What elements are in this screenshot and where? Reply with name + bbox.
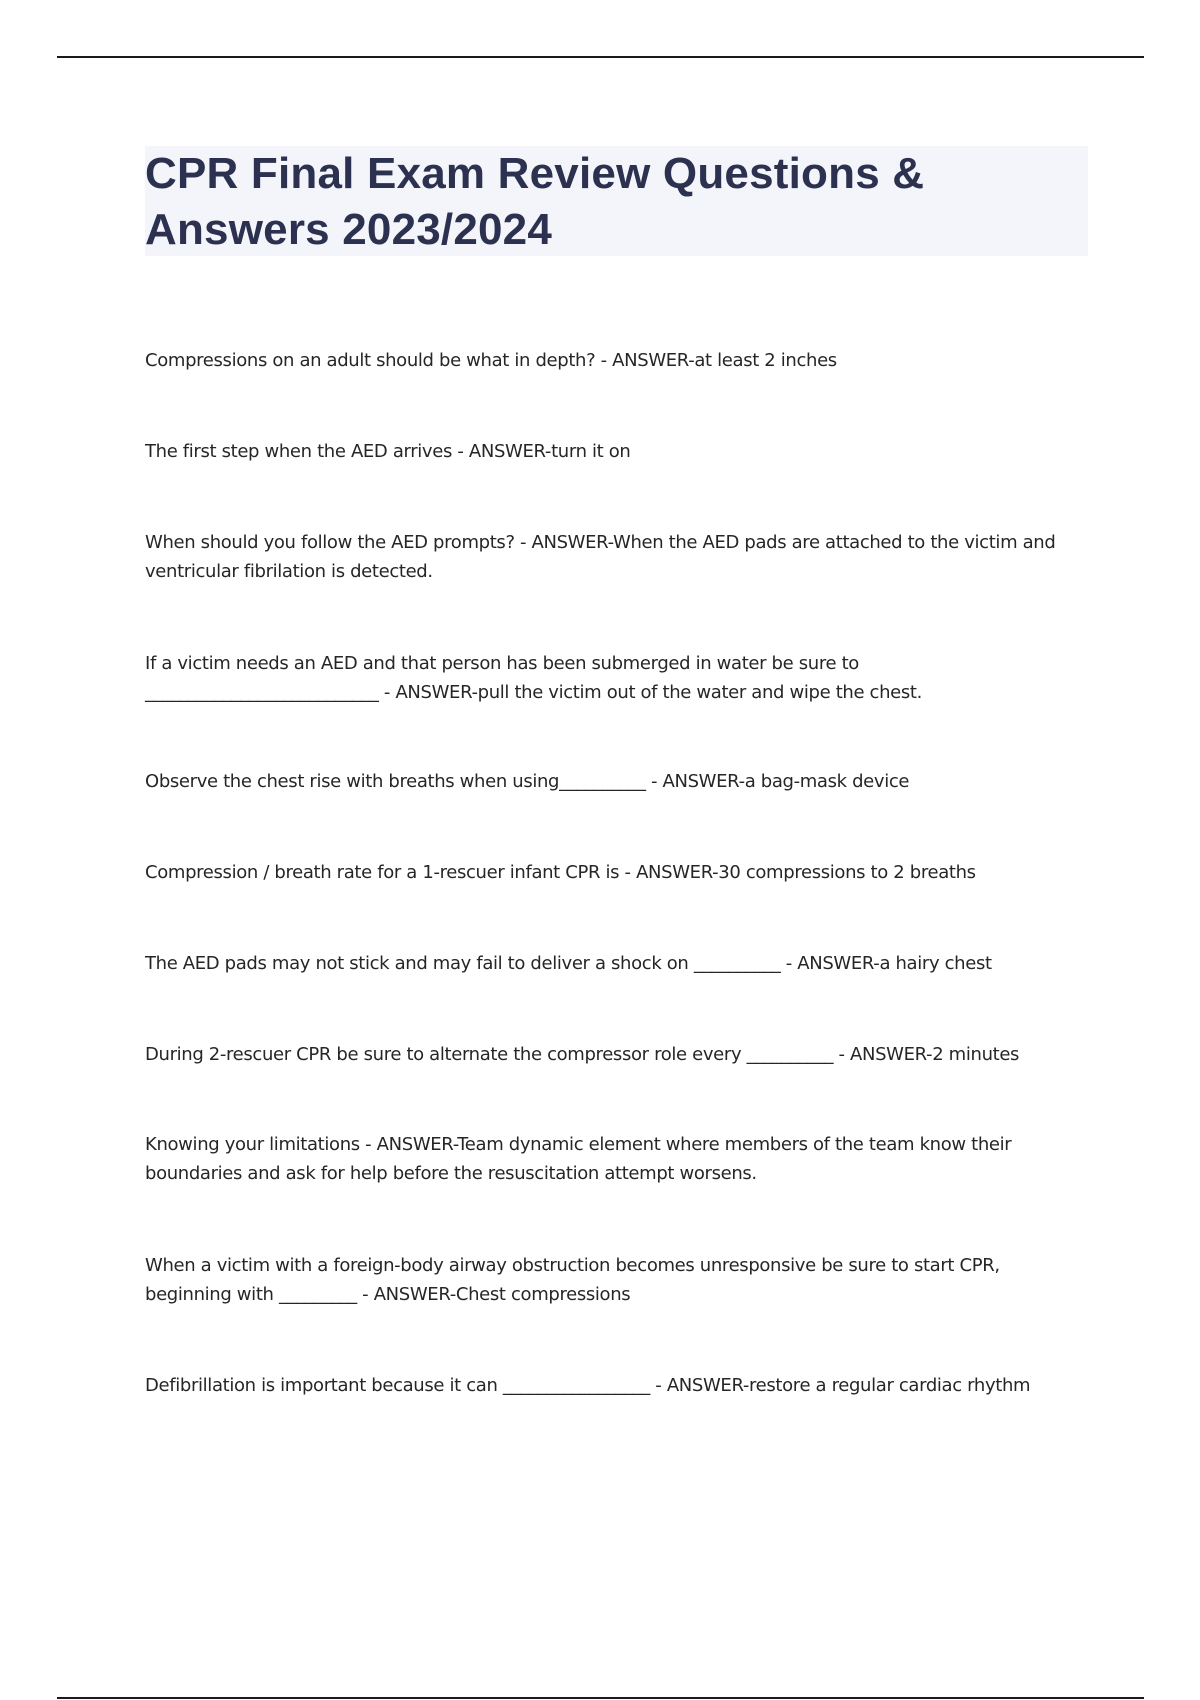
qa-item: The AED pads may not stick and may fail to deliver a shock on __________ - ANSWER-a hairy chest	[145, 953, 992, 974]
qa-item: When should you follow the AED prompts? - ANSWER-When the AED pads are attached to the victim and ventricular fibrilation is detected.	[145, 532, 1056, 582]
qa-item: If a victim needs an AED and that person has been submerged in water be sure to ___________________________ - ANSWER-pull the victim out of the water and wipe the chest.	[145, 653, 922, 703]
qa-item: The first step when the AED arrives - ANSWER-turn it on	[145, 441, 631, 462]
title-block	[145, 146, 1088, 256]
top-divider	[57, 56, 1144, 58]
qa-item: Observe the chest rise with breaths when using__________ - ANSWER-a bag-mask device	[145, 771, 910, 792]
qa-item: Compressions on an adult should be what in depth? - ANSWER-at least 2 inches	[145, 350, 837, 371]
document-title: CPR Final Exam Review Questions & Answers 2023/2024	[145, 149, 925, 254]
qa-item: Knowing your limitations - ANSWER-Team dynamic element where members of the team know their boundaries and ask for help before the resuscitation attempt worsens.	[145, 1134, 1012, 1184]
bottom-divider	[57, 1697, 1144, 1699]
qa-item: When a victim with a foreign-body airway obstruction becomes unresponsive be sure to start CPR, beginning with _________ - ANSWER-Chest compressions	[145, 1255, 1000, 1305]
qa-item: Defibrillation is important because it can _________________ - ANSWER-restore a regular cardiac rhythm	[145, 1375, 1031, 1396]
qa-item: During 2-rescuer CPR be sure to alternate the compressor role every __________ - ANSWER-2 minutes	[145, 1044, 1020, 1065]
qa-item: Compression / breath rate for a 1-rescuer infant CPR is - ANSWER-30 compressions to 2 breaths	[145, 862, 976, 883]
